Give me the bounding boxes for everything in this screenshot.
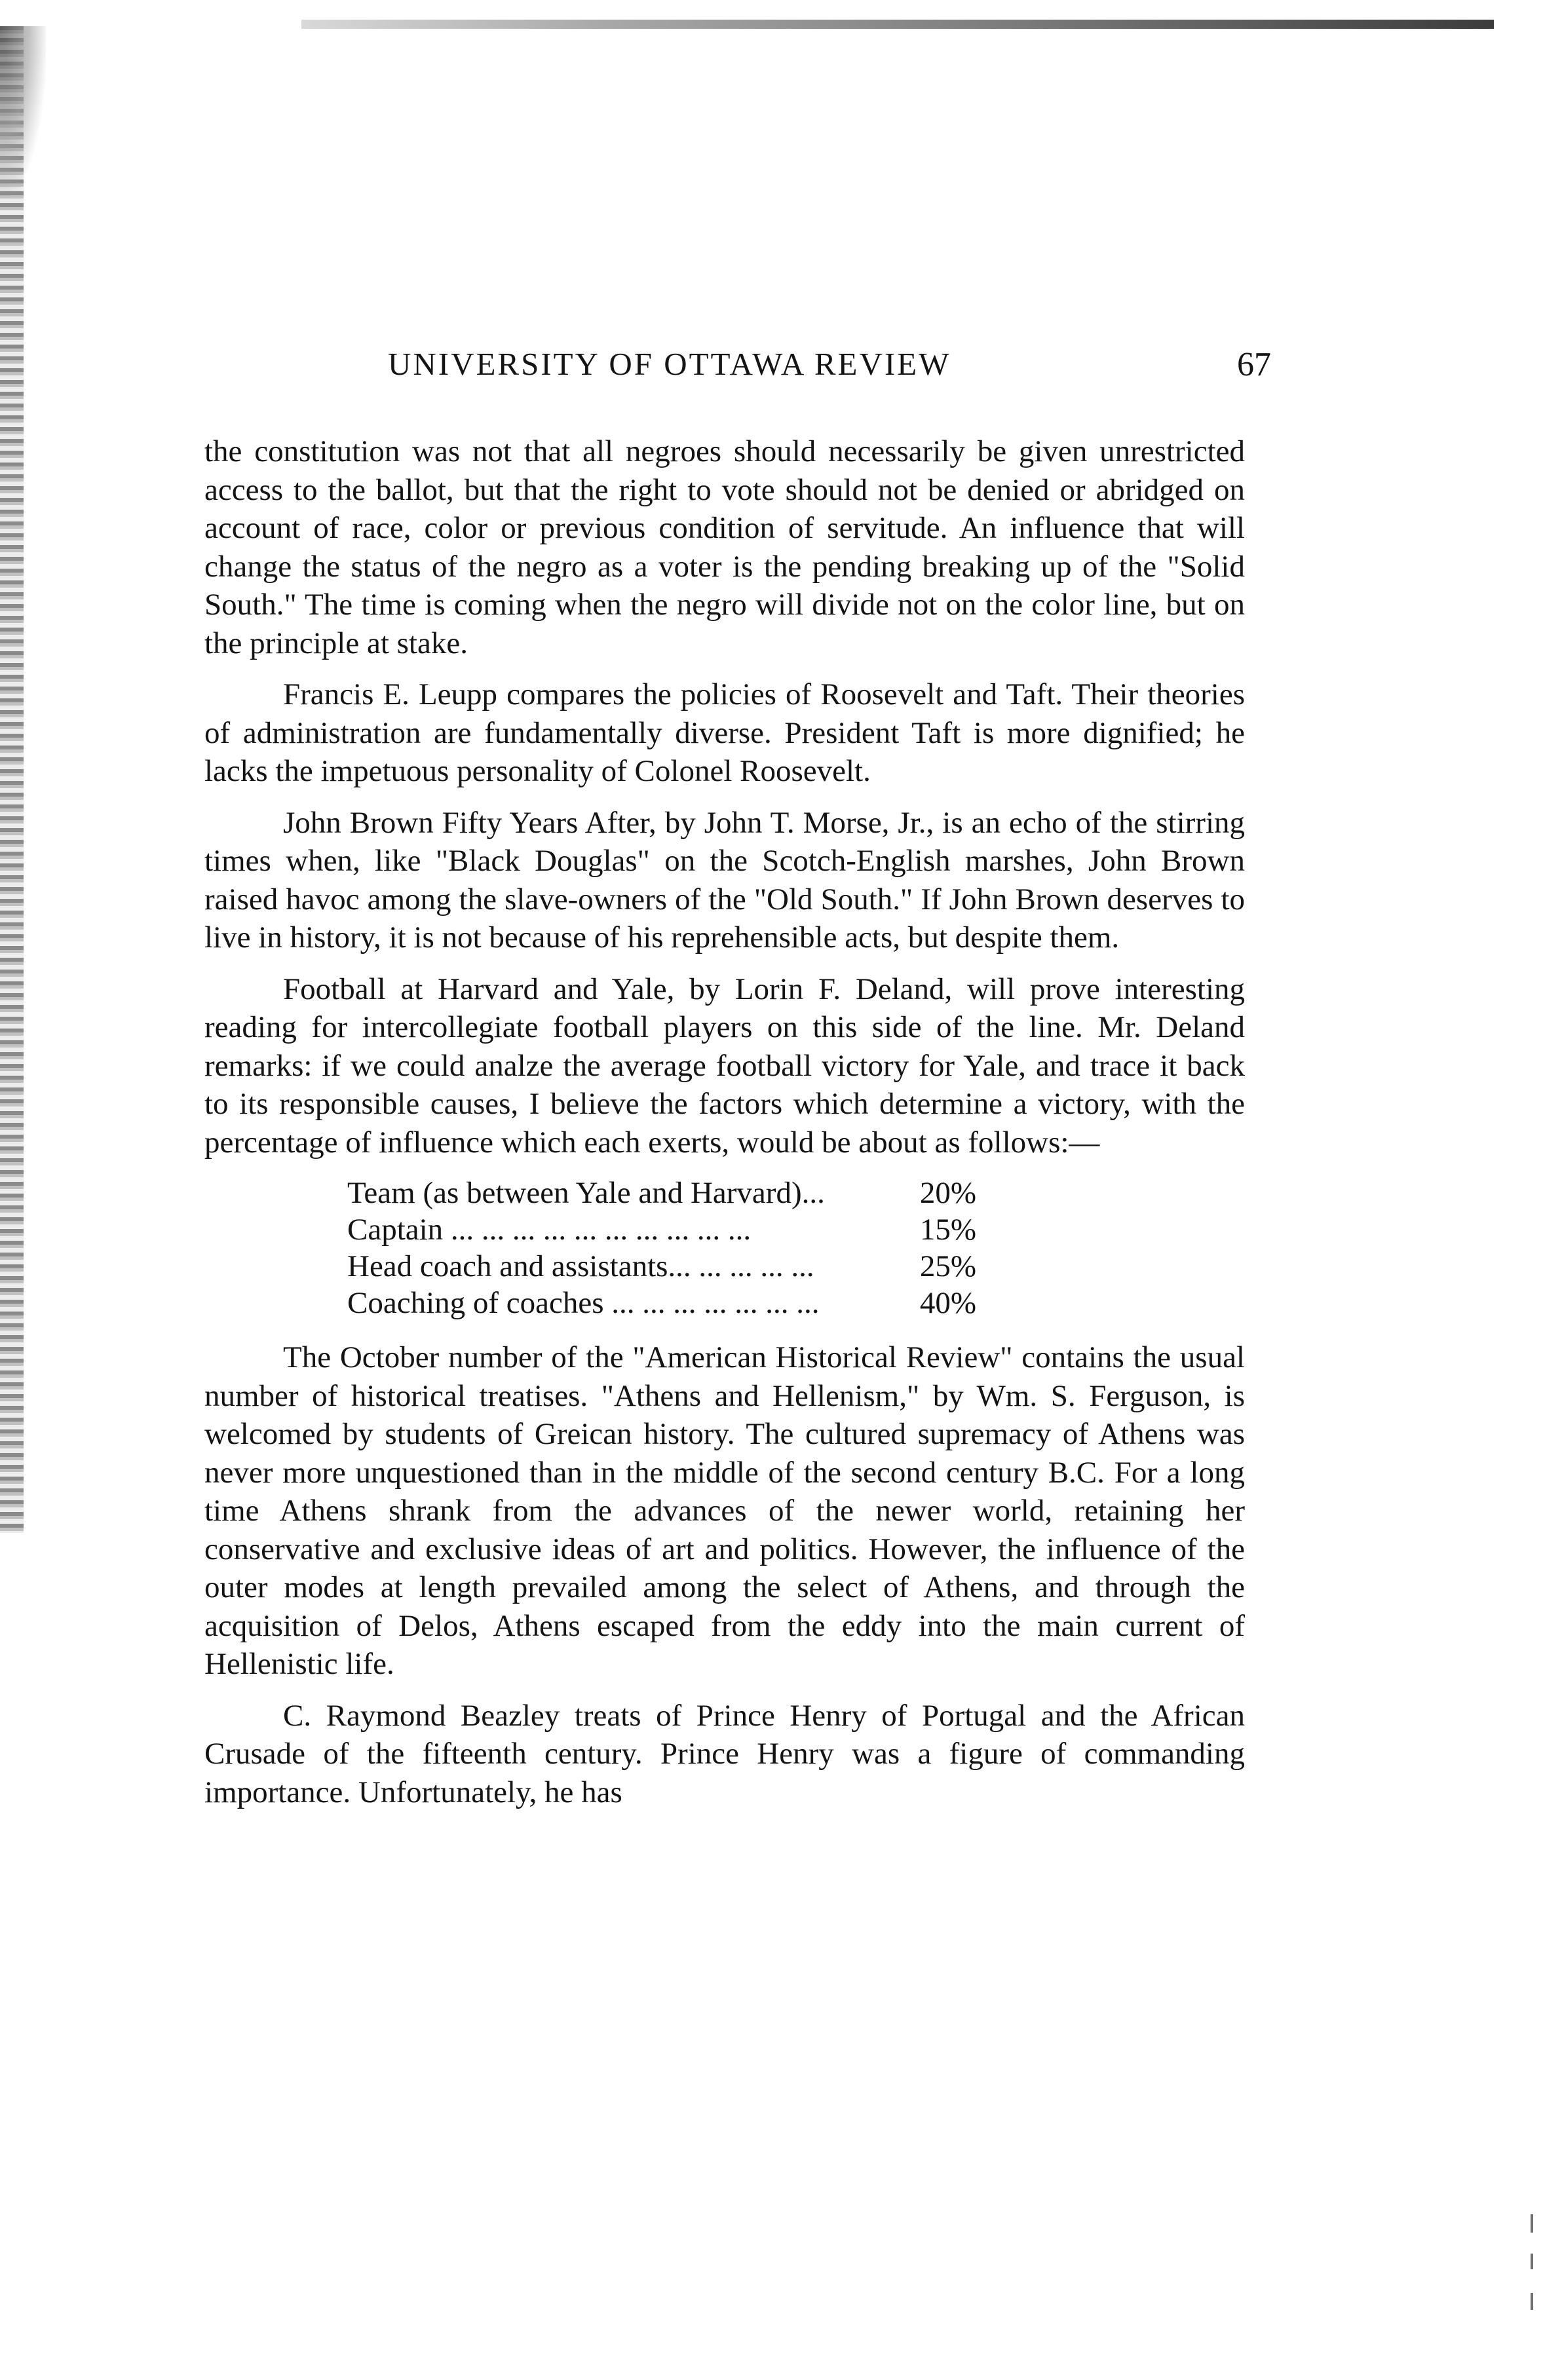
paragraph-roosevelt-taft: Francis E. Leupp compares the policies of Roosevelt and Taft. Their theories of administration are fundamentally diverse. President Taft is more dignified; he lacks the impetuous personality of Colonel Roosevelt. xyxy=(204,677,1245,788)
paragraph-john-brown: John Brown Fifty Years After, by John T. Morse, Jr., is an echo of the stirring times when, like "Black Douglas" on the Scotch-English marshes, John Brown raised havoc among the slave-owners of the "Old South." If John Brown deserves to live in history, it is not because of his reprehensible acts, but despite them. xyxy=(204,805,1245,954)
paragraph-prince-henry: C. Raymond Beazley treats of Prince Henry of Portugal and the African Crusade of the fifteenth century. Prince Henry was a figure of commanding importance. Unfortunately, he has xyxy=(204,1698,1245,1809)
factor-row xyxy=(347,1175,976,1211)
factor-value: 15% xyxy=(919,1213,976,1247)
paragraph-constitution: the constitution was not that all negroes should necessarily be given unrestricted access to the ballot, but that the right to vote should not be denied or abridged on account of race, color or previous condition of servitude. An influence that will change the status of the negro as a voter is the pending breaking up of the "Solid South." The time is coming when the negro will divide not on the color line, but on the principle at stake. xyxy=(204,434,1245,660)
page-body xyxy=(204,432,1245,1824)
top-scan-rule xyxy=(301,20,1494,29)
left-binding-edge xyxy=(0,26,24,1533)
factor-label: Coaching of coaches ... ... ... ... ... ... ... xyxy=(347,1286,820,1320)
scan-speck xyxy=(1531,2293,1533,2310)
factor-value: 25% xyxy=(919,1249,976,1283)
factor-row xyxy=(347,1211,976,1248)
scan-speck xyxy=(1531,2254,1533,2269)
factor-value: 20% xyxy=(919,1176,976,1210)
paragraph-historical-review: The October number of the "American Historical Review" contains the usual number of historical treatises. "Athens and Hellenism," by Wm. S. Ferguson, is welcomed by students of Greican history. The cultured supremacy of Athens was never more unquestioned than in the middle of the second century B.C. For a long time Athens shrank from the advances of the newer world, retaining her conservative and exclusive ideas of art and politics. However, the influence of the outer modes at length prevailed among the select of Athens, and through the acquisition of Delos, Athens escaped from the eddy into the main current of Hellenistic life. xyxy=(204,1340,1245,1681)
factor-value: 40% xyxy=(919,1286,976,1320)
page-number: 67 xyxy=(1237,346,1271,383)
left-binding-shadow xyxy=(0,26,46,197)
factor-row xyxy=(347,1285,976,1321)
paragraph-football: Football at Harvard and Yale, by Lorin F. Deland, will prove interesting reading for intercollegiate football players on this side of the line. Mr. Deland remarks: if we could analze the average football victory for Yale, and trace it back to its responsible causes, I believe the factors which determine a victory, with the percentage of influence which each exerts, would be about as follows:— xyxy=(204,972,1245,1160)
factor-label: Head coach and assistants... ... ... ... ... xyxy=(347,1249,814,1283)
factor-row xyxy=(347,1248,976,1285)
page-header xyxy=(388,345,1271,391)
running-title: UNIVERSITY OF OTTAWA REVIEW xyxy=(388,346,951,382)
factor-label: Captain ... ... ... ... ... ... ... ... ... ... xyxy=(347,1213,752,1247)
football-factors-table xyxy=(347,1175,976,1321)
factor-label: Team (as between Yale and Harvard)... xyxy=(347,1176,825,1210)
scan-speck xyxy=(1531,2214,1533,2233)
